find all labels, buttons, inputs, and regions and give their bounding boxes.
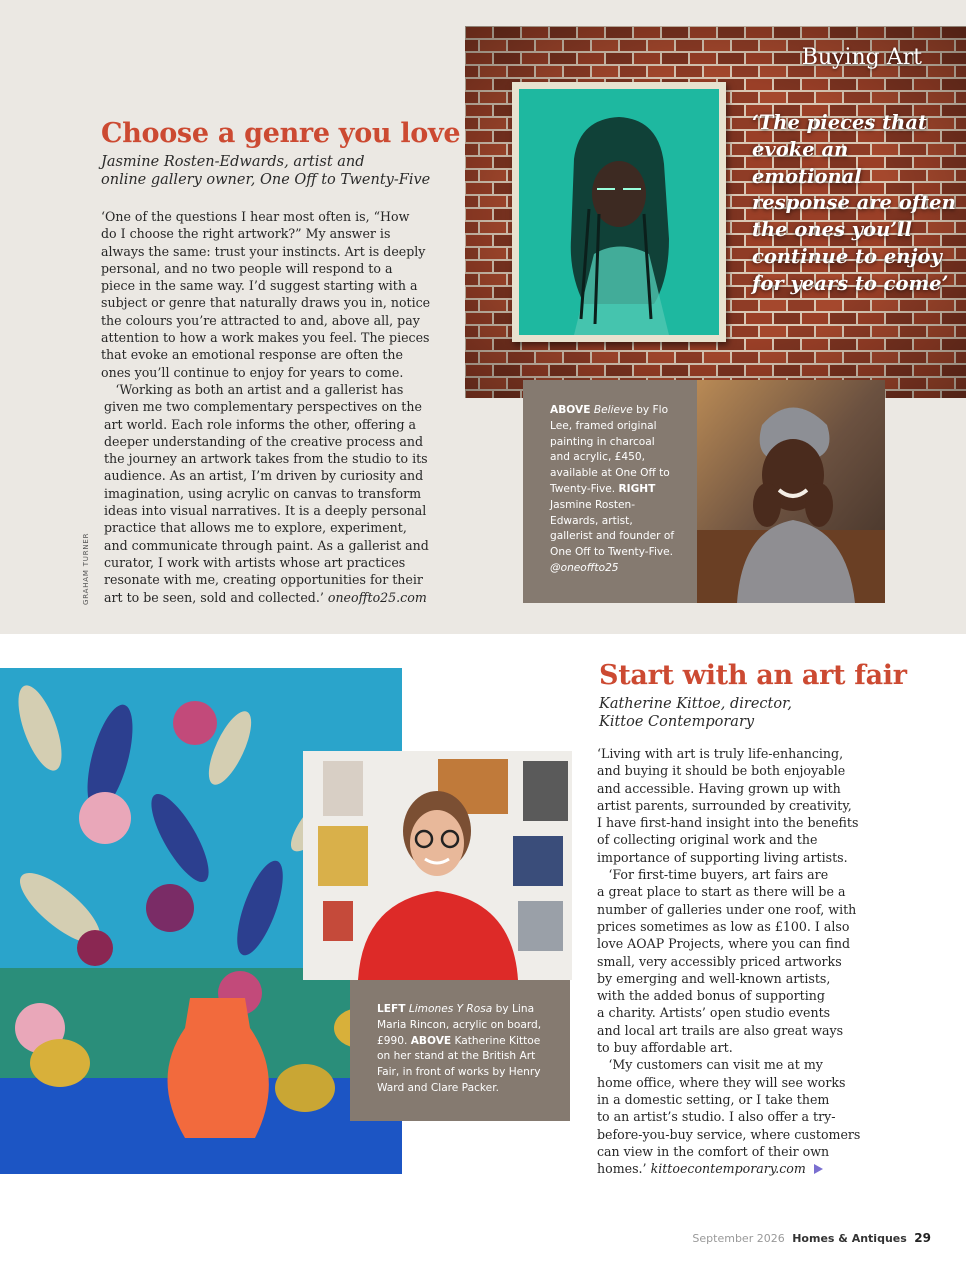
- text-line: the journey an artwork takes from the studio to its: [104, 451, 428, 467]
- text-line: to buy affordable art.: [597, 1040, 733, 1056]
- text-line: of collecting original work and the: [597, 832, 818, 848]
- issue-date: September 2026: [692, 1232, 785, 1245]
- article-byline-1: [101, 153, 430, 189]
- text-line: curator, I work with artists whose art practices: [104, 554, 406, 570]
- text-line: deeper understanding of the creative process and: [104, 433, 424, 449]
- text-line: a great place to start as there will be a: [597, 884, 846, 900]
- text-line: before-you-buy service, where customers: [597, 1126, 861, 1142]
- text-line: practice that allows me to explore, experiment,: [104, 520, 407, 536]
- text-line: attention to how a work makes you feel. The pieces: [101, 330, 430, 346]
- section-label: Buying Art: [801, 45, 922, 70]
- caption-description: Jasmine Rosten-Edwards, artist, gallerist and founder of One Off to Twenty-Five.: [550, 498, 675, 559]
- text-line: number of galleries under one roof, with: [597, 901, 857, 917]
- caption-label: RIGHT: [618, 482, 656, 495]
- caption-description: by Lina Maria Rincon, acrylic on board, £990.: [377, 1003, 542, 1047]
- byline-line: online gallery owner, One Off to Twenty-Five: [101, 172, 431, 188]
- pull-quote: ‘The pieces that evoke an emotional response are often the ones you’ll continue to enjoy for years to come’: [752, 111, 956, 295]
- text-line: by emerging and well-known artists,: [597, 970, 831, 986]
- text-line: ones you’ll continue to enjoy for years to come.: [101, 364, 404, 380]
- text-line: ‘One of the questions I hear most often is, “How: [101, 209, 410, 224]
- text-line: I have first-hand insight into the benefits: [597, 815, 859, 831]
- paragraph-2: [597, 866, 872, 1056]
- byline-line: Katherine Kittoe, director,: [599, 696, 793, 712]
- text-line: and communicate through paint. As a gallerist and: [104, 537, 429, 553]
- caption-text-bottom: [377, 1002, 545, 1097]
- paragraph-1: [597, 745, 872, 866]
- text-line: ‘Living with art is truly life-enhancing,: [597, 746, 844, 761]
- text-line: and accessible. Having grown up with: [597, 780, 841, 796]
- magazine-name: Homes & Antiques: [792, 1232, 907, 1245]
- text-line: importance of supporting living artists.: [597, 849, 848, 865]
- text-line: subject or genre that naturally draws you in, notice: [101, 295, 431, 311]
- byline-line: Jasmine Rosten-Edwards, artist and: [101, 154, 365, 170]
- caption-label: LEFT: [377, 1003, 406, 1015]
- caption-label: ABOVE: [550, 404, 591, 416]
- article-title-genre: Choose a genre you love: [101, 118, 461, 149]
- text-line: artist parents, surrounded by creativity,: [597, 797, 852, 813]
- painting-believe: [519, 89, 719, 335]
- text-line: in a domestic setting, or I take them: [597, 1091, 830, 1107]
- gallery-portrait-graphic: [303, 751, 572, 980]
- text-line: and local art trails are also great ways: [597, 1022, 844, 1038]
- caption-handle: @oneoffto25: [550, 561, 619, 574]
- text-line: ‘Working as both an artist and a gallerist has: [115, 381, 404, 397]
- caption-box-top: [523, 380, 697, 603]
- portrait-katherine: [303, 751, 572, 980]
- text-line: and buying it should be both enjoyable: [597, 763, 846, 779]
- text-line: resonate with me, creating opportunities for their: [104, 572, 423, 588]
- end-arrow-icon: [814, 1164, 823, 1174]
- paragraph-1: [101, 208, 437, 381]
- text-line: piece in the same way. I’d suggest starting with a: [101, 278, 418, 294]
- text-line: art world. Each role informs the other, offering a: [104, 416, 417, 432]
- text-line: art to be seen, sold and collected.’ oneoffto25.com: [104, 589, 427, 605]
- caption-artwork-title: Believe: [593, 404, 633, 416]
- page-footer: [692, 1231, 931, 1245]
- website-link[interactable]: oneoffto25.com: [327, 589, 427, 605]
- text-line: audience. As an artist, I’m driven by curiosity and: [104, 468, 424, 484]
- paragraph-3: [597, 1056, 872, 1177]
- caption-text-top: [550, 403, 677, 577]
- photo-credit: GRAHAM TURNER: [82, 532, 90, 605]
- text-line: ‘For first-time buyers, art fairs are: [608, 867, 829, 883]
- text-line: do I choose the right artwork?” My answer is: [101, 226, 391, 242]
- caption-description: Katherine Kittoe on her stand at the British Art Fair, in front of works by Henry Ward and Clare Packer.: [377, 1034, 541, 1094]
- text-line: home office, where they will see works: [597, 1074, 846, 1090]
- text-line: always the same: trust your instincts. Art is deeply: [101, 243, 426, 259]
- text-line: to an artist’s studio. I also offer a try-: [597, 1109, 836, 1125]
- text-line: a charity. Artists’ open studio events: [597, 1005, 831, 1021]
- text-line: can view in the comfort of their own: [597, 1143, 830, 1159]
- text-line: love AOAP Projects, where you can find: [597, 936, 851, 952]
- text-line: prices sometimes as low as £100. I also: [597, 918, 850, 934]
- text-line: small, very accessibly priced artworks: [597, 953, 842, 969]
- text-line: ideas into visual narratives. It is a deeply personal: [104, 503, 427, 519]
- text-line: with the added bonus of supporting: [597, 988, 825, 1004]
- paragraph-2: [101, 381, 437, 606]
- website-link[interactable]: kittoecontemporary.com: [650, 1161, 806, 1177]
- page-number: 29: [914, 1231, 931, 1245]
- portrait-photo-graphic: [697, 380, 885, 603]
- text-line: ‘My customers can visit me at my: [608, 1057, 823, 1073]
- text-line: the colours you’re attracted to and, above all, pay: [101, 312, 420, 328]
- article-body-genre: [101, 208, 437, 606]
- text-line: personal, and no two people will respond to a: [101, 260, 393, 276]
- article-title-art-fair: Start with an art fair: [599, 660, 907, 691]
- caption-artwork-title: Limones Y Rosa: [408, 1003, 493, 1015]
- text-line: that evoke an emotional response are often the: [101, 347, 403, 363]
- text-line: given me two complementary perspectives on the: [104, 399, 422, 415]
- caption-description: by Flo Lee, framed original painting in charcoal and acrylic, £450, available at One Off to Twenty-Five.: [550, 404, 670, 495]
- portrait-painting-graphic: [519, 89, 719, 335]
- byline-line: Kittoe Contemporary: [599, 714, 755, 730]
- article-byline-2: [599, 695, 792, 731]
- text-line: homes.’ kittoecontemporary.com: [597, 1160, 872, 1177]
- caption-box-bottom: [350, 980, 570, 1121]
- article-body-art-fair: [597, 745, 872, 1177]
- text-line: imagination, using acrylic on canvas to transform: [104, 485, 422, 501]
- portrait-jasmine: [697, 380, 885, 603]
- caption-label: ABOVE: [410, 1034, 452, 1047]
